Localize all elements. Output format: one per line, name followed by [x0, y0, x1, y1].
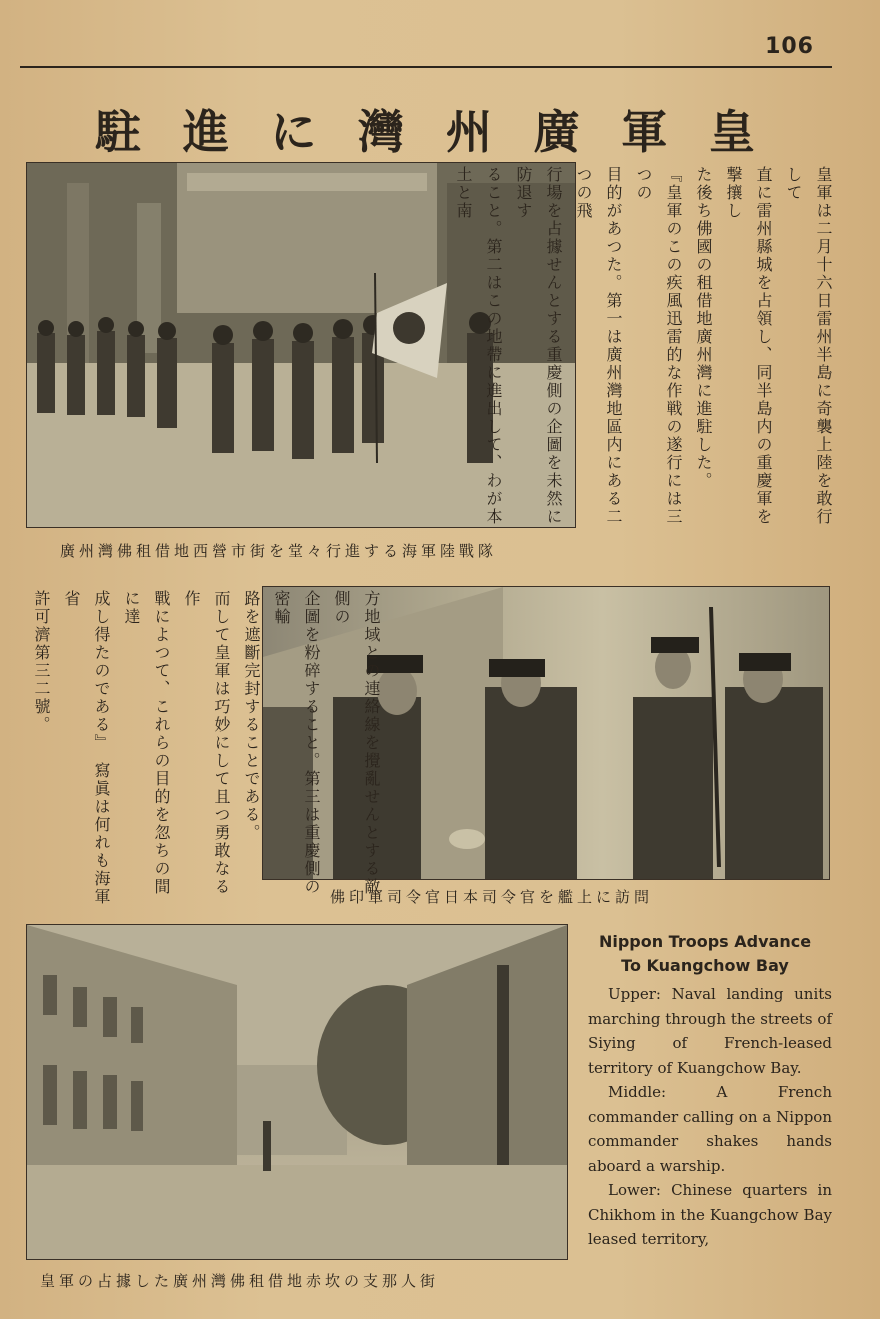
title-char: 灣 — [358, 105, 405, 159]
english-caption-upper: Upper: Naval landing units marching through the streets of Siying of French-leased territory of Kuangchow Bay. — [588, 985, 832, 1077]
title-char: 軍 — [621, 105, 668, 159]
english-caption-middle: Middle: A French commander calling on a Nippon commander shakes hands aboard a warship. — [588, 1083, 832, 1175]
text-column: ること。第二はこの地帶に進出して、わが本土と南 — [454, 166, 503, 526]
title-char: に — [270, 105, 317, 159]
text-column: 戰によつて、これらの目的を忽ちの間に達 — [122, 590, 171, 896]
text-column: 成し得たのである』 寫眞は何れも海軍省 — [62, 590, 111, 906]
header-rule — [20, 66, 832, 68]
text-column: 方地域との連絡線を攪亂せんとする敵側の — [332, 590, 381, 896]
english-title-line1: Nippon Troops Advance — [598, 932, 812, 951]
english-title-line2: To Kuangchow Bay — [621, 956, 789, 975]
text-column: 皇軍は二月十六日雷州半島に奇襲上陸を敢行して — [784, 166, 833, 526]
text-column: 行場を占據せんとする重慶側の企圖を未然に防退す — [514, 166, 563, 526]
text-column: 許可濟第三二號。 — [32, 590, 51, 734]
article-body-top — [448, 166, 838, 532]
text-column: た後ち佛國の租借地廣州灣に進駐した。 — [694, 166, 713, 490]
english-captions — [588, 982, 832, 1252]
english-caption-lower: Lower: Chinese quarters in Chikhom in the Kuangchow Bay leased territory, — [588, 1181, 832, 1248]
text-column: 直に雷州縣城を占領し、同半島内の重慶軍を撃攘し — [724, 166, 773, 526]
text-column: 而して皇軍は巧妙にして且つ勇敢なる作 — [182, 590, 231, 896]
text-column: 路を遮斷完封することである。 — [242, 590, 261, 842]
caption-lower: 皇軍の占據した廣州灣佛租借地赤坎の支那人街 — [40, 1272, 440, 1290]
english-title — [580, 930, 830, 978]
text-column: 目的があつた。第一は廣州灣地區内にある二つの飛 — [574, 166, 623, 526]
page-number: 106 — [765, 34, 814, 59]
caption-upper: 廣州灣佛租借地西營市街を堂々行進する海軍陸戰隊 — [60, 542, 498, 560]
title-char: 州 — [445, 105, 492, 159]
article-body-bottom — [26, 590, 386, 910]
text-column: 企圖を粉碎すること。第三は重慶側の密輸 — [272, 590, 321, 896]
text-column: 『皇軍のこの疾風迅雷的な作戦の遂行には三つの — [634, 166, 683, 526]
title-char: 廣 — [533, 105, 580, 159]
title-char: 駐 — [95, 105, 141, 159]
title-char: 進 — [182, 105, 229, 159]
photo-lower-chinese-quarters — [26, 924, 568, 1260]
title-char: 皇 — [708, 105, 755, 159]
page-title — [95, 96, 755, 162]
caption-middle: 佛印軍司令官日本司令官を艦上に訪問 — [330, 888, 654, 906]
